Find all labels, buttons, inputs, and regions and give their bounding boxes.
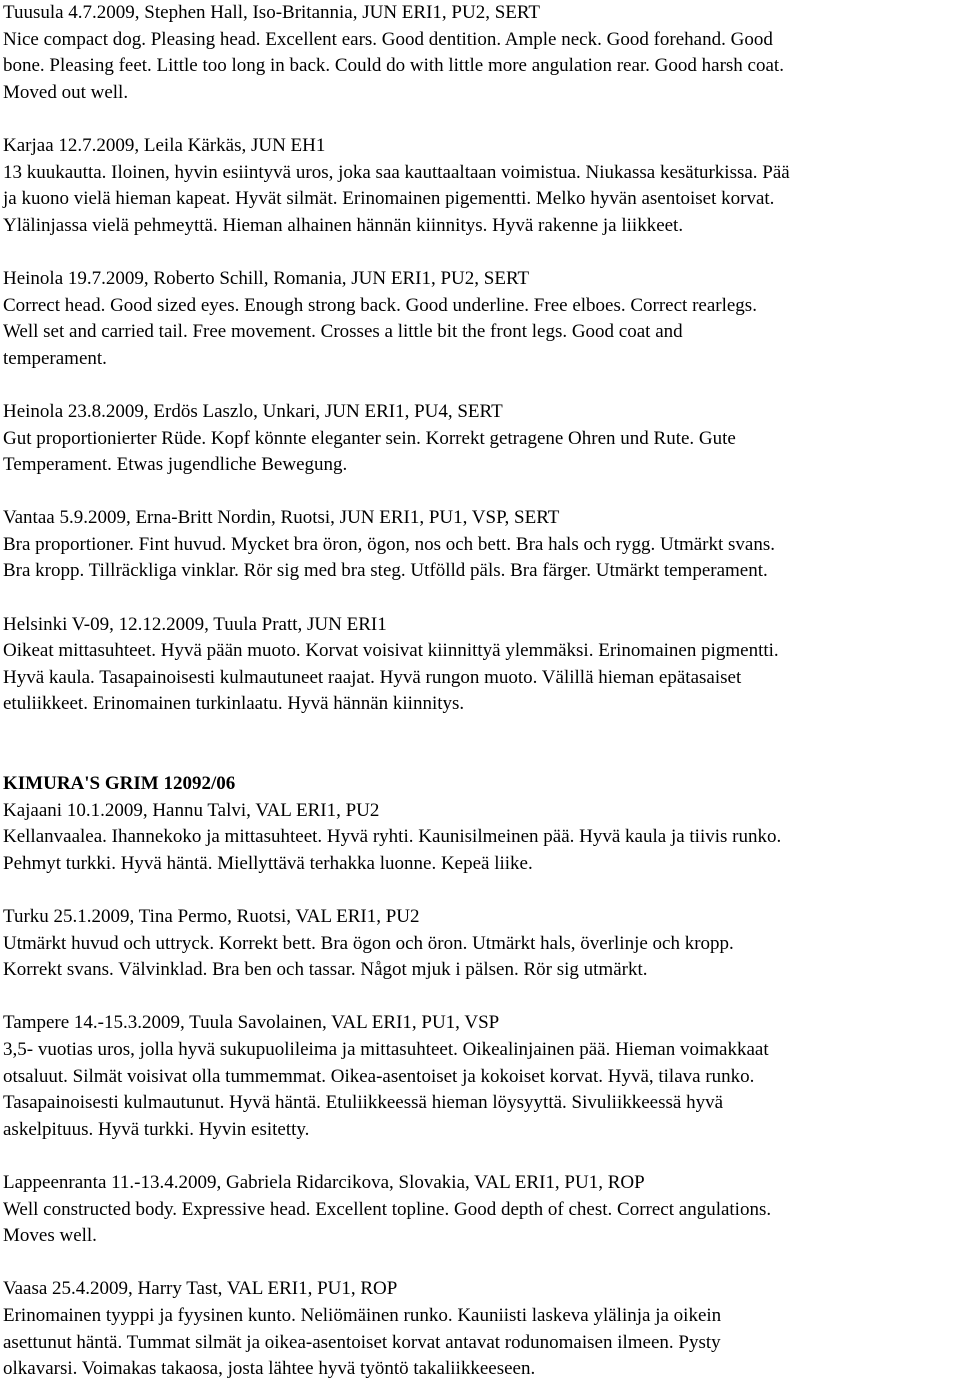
- critique-line: Moved out well.: [3, 81, 129, 103]
- critique-line: Hyvä kaula. Tasapainoisesti kulmautuneet raajat. Hyvä rungon muoto. Välillä hieman epätasaiset: [3, 666, 742, 688]
- entry-header: Helsinki V-09, 12.12.2009, Tuula Pratt, JUN ERI1: [3, 613, 387, 635]
- critique-line: Bra kropp. Tillräckliga vinklar. Rör sig med bra steg. Utfölld päls. Bra färger. Utmärkt temperament.: [3, 560, 768, 582]
- dog-title: KIMURA'S GRIM 12092/06: [3, 773, 236, 795]
- critique-line: Correct head. Good sized eyes. Enough strong back. Good underline. Free elboes. Correct rearlegs.: [3, 294, 757, 316]
- judge-entry: [3, 1010, 960, 1143]
- entry-header: Lappeenranta 11.-13.4.2009, Gabriela Ridarcikova, Slovakia, VAL ERI1, PU1, ROP: [3, 1171, 645, 1193]
- critique-line: Temperament. Etwas jugendliche Bewegung.: [3, 454, 348, 476]
- judge-entry: [3, 133, 960, 239]
- entry-header: Heinola 23.8.2009, Erdös Laszlo, Unkari, JUN ERI1, PU4, SERT: [3, 400, 503, 422]
- critique-line: Well set and carried tail. Free movement. Crosses a little bit the front legs. Good coat and: [3, 321, 683, 343]
- critique-line: temperament.: [3, 347, 107, 369]
- dog-section: [3, 771, 960, 1383]
- judge-entry: [3, 904, 960, 984]
- judge-entry: [3, 1170, 960, 1250]
- critique-line: Gut proportionierter Rüde. Kopf könnte eleganter sein. Korrekt getragene Ohren und Rute. Gute: [3, 427, 736, 449]
- critique-line: Utmärkt huvud och uttryck. Korrekt bett. Bra ögon och öron. Utmärkt hals, överlinje och kropp.: [3, 932, 734, 954]
- critique-line: 3,5- vuotias uros, jolla hyvä sukupuolileima ja mittasuhteet. Oikealinjainen pää. Hieman voimakkaat: [3, 1038, 769, 1060]
- judge-entry: [3, 612, 960, 718]
- critique-line: askelpituus. Hyvä turkki. Hyvin esitetty.: [3, 1118, 310, 1140]
- critique-line: etuliikkeet. Erinomainen turkinlaatu. Hyvä hännän kiinnitys.: [3, 693, 465, 715]
- entry-header: Kajaani 10.1.2009, Hannu Talvi, VAL ERI1, PU2: [3, 799, 380, 821]
- entry-header: Heinola 19.7.2009, Roberto Schill, Romania, JUN ERI1, PU2, SERT: [3, 267, 530, 289]
- critique-line: Oikeat mittasuhteet. Hyvä pään muoto. Korvat voisivat kiinnittyä ylemmäksi. Erinomainen pigmentti.: [3, 640, 779, 662]
- critique-line: Kellanvaalea. Ihannekoko ja mittasuhteet. Hyvä ryhti. Kaunisilmeinen pää. Hyvä kaula ja tiivis runko.: [3, 826, 782, 848]
- critique-line: Korrekt svans. Välvinklad. Bra ben och tassar. Något mjuk i pälsen. Rör sig utmärkt.: [3, 959, 648, 981]
- entry-header: Tuusula 4.7.2009, Stephen Hall, Iso-Britannia, JUN ERI1, PU2, SERT: [3, 2, 541, 23]
- judge-entry: [3, 0, 960, 106]
- entry-header: Tampere 14.-15.3.2009, Tuula Savolainen, VAL ERI1, PU1, VSP: [3, 1012, 500, 1034]
- critique-line: bone. Pleasing feet. Little too long in back. Could do with little more angulation rear. Good harsh coat.: [3, 55, 784, 77]
- judge-entry: [3, 399, 960, 479]
- critique-line: Nice compact dog. Pleasing head. Excellent ears. Good dentition. Ample neck. Good forehand. Good: [3, 28, 773, 50]
- entry-header: Vaasa 25.4.2009, Harry Tast, VAL ERI1, PU1, ROP: [3, 1278, 398, 1300]
- critique-line: Erinomainen tyyppi ja fyysinen kunto. Neliömäinen runko. Kauniisti laskeva ylälinja ja oikein: [3, 1304, 722, 1326]
- critique-line: Ylälinjassa vielä pehmeyttä. Hieman alhainen hännän kiinnitys. Hyvä rakenne ja liikkeet.: [3, 214, 684, 236]
- critique-line: Pehmyt turkki. Hyvä häntä. Miellyttävä terhakka luonne. Kepeä liike.: [3, 852, 533, 874]
- critique-line: ja kuono vielä hieman kapeat. Hyvät silmät. Erinomainen pigementti. Melko hyvän asentoiset korvat.: [3, 188, 775, 210]
- critique-line: asettunut häntä. Tummat silmät ja oikea-asentoiset korvat antavat rodunomaisen ilmeen. Pysty: [3, 1331, 721, 1353]
- critique-line: Moves well.: [3, 1225, 97, 1247]
- critique-line: Bra proportioner. Fint huvud. Mycket bra öron, ögon, nos och bett. Bra hals och rygg. Utmärkt svans.: [3, 533, 776, 555]
- judge-entry: [3, 798, 960, 878]
- dog-section: [3, 0, 960, 718]
- critique-line: Well constructed body. Expressive head. Excellent topline. Good depth of chest. Correct angulations.: [3, 1198, 772, 1220]
- judge-entry: [3, 1276, 960, 1382]
- critique-line: olkavarsi. Voimakas takaosa, josta lähtee hyvä työntö takaliikkeeseen.: [3, 1358, 536, 1380]
- critique-line: 13 kuukautta. Iloinen, hyvin esiintyvä uros, joka saa kauttaaltaan voimistua. Niukassa kesäturkissa. Pää: [3, 161, 790, 183]
- critique-line: Tasapainoisesti kulmautunut. Hyvä häntä. Etuliikkeessä hieman löysyyttä. Sivuliikkeessä hyvä: [3, 1092, 724, 1114]
- entry-header: Karjaa 12.7.2009, Leila Kärkäs, JUN EH1: [3, 134, 326, 156]
- critique-line: otsaluut. Silmät voisivat olla tummemmat. Oikea-asentoiset ja kokoiset korvat. Hyvä, tilava runko.: [3, 1065, 755, 1087]
- entry-header: Turku 25.1.2009, Tina Permo, Ruotsi, VAL ERI1, PU2: [3, 906, 420, 927]
- entry-header: Vantaa 5.9.2009, Erna-Britt Nordin, Ruotsi, JUN ERI1, PU1, VSP, SERT: [3, 507, 560, 529]
- judge-entry: [3, 505, 960, 585]
- judge-entry: [3, 266, 960, 372]
